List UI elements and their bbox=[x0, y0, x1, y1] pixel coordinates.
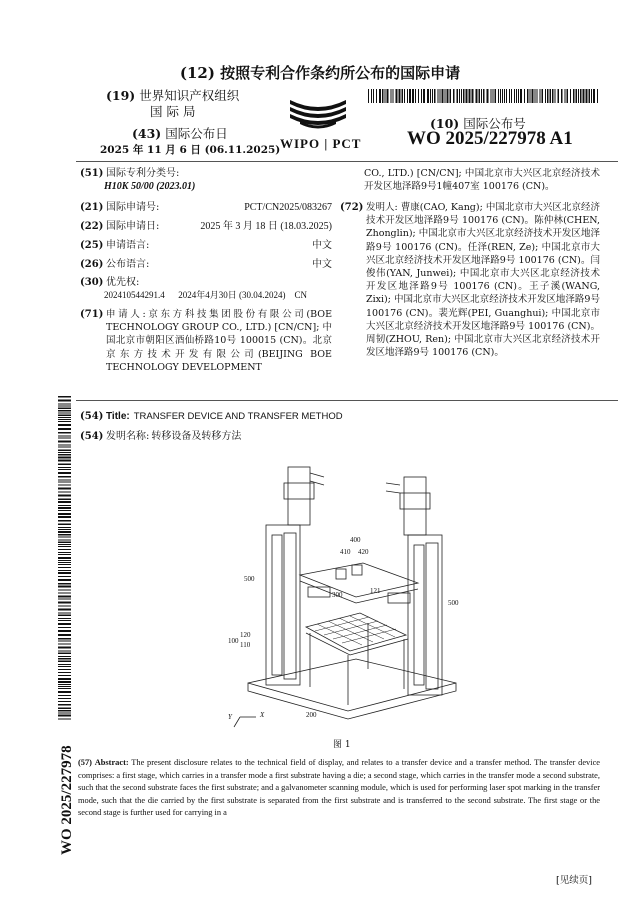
field-num: (22) bbox=[80, 221, 104, 232]
figure-caption: 图 1 bbox=[333, 740, 351, 750]
field-num: (30) bbox=[80, 277, 104, 288]
field-71 bbox=[80, 308, 332, 374]
field-label: 申请语言: bbox=[106, 240, 150, 251]
label-500-right: 500 bbox=[448, 599, 459, 607]
field-num: (51) bbox=[80, 168, 104, 179]
pub-date-label: 国际公布日 bbox=[165, 126, 228, 141]
label-100: 100 bbox=[228, 637, 239, 645]
field-26 bbox=[80, 258, 332, 271]
barcode-icon bbox=[368, 89, 600, 103]
field-num: (71) bbox=[80, 309, 104, 320]
wipo-emblem-icon bbox=[278, 94, 368, 134]
abstract bbox=[78, 757, 600, 820]
applicant-continued: CO., LTD.) [CN/CN]; 中国北京市大兴区北京经济技术开发区地泽路9号1幢407室 100176 (CN)。 bbox=[364, 168, 600, 193]
field-label: 优先权: bbox=[106, 277, 140, 288]
header-barcode bbox=[368, 88, 600, 102]
org-name: 世界知识产权组织 bbox=[139, 88, 240, 103]
abstract-label: Abstract: bbox=[94, 758, 129, 767]
field-label: 发明名称: bbox=[106, 431, 150, 442]
field-num: (21) bbox=[80, 202, 104, 213]
document-title: (12) 按照专利合作条约所公布的国际申请 bbox=[179, 64, 461, 82]
field-22 bbox=[80, 220, 332, 233]
field-30 bbox=[80, 276, 332, 289]
label-110: 110 bbox=[240, 641, 251, 649]
wipo-logo bbox=[278, 94, 368, 154]
field-25 bbox=[80, 239, 332, 252]
barcode-vertical-icon bbox=[58, 396, 71, 721]
field-num: (72) bbox=[340, 202, 364, 213]
field-label: 申请人: bbox=[106, 309, 146, 320]
abstract-text: The present disclosure relates to the technical field of display, and relates to a transfer device and a transfer method. The transfer device comprises: a first stage, which carries in a transfer mode a first substrate having a die; a second stage, which carries in the transfer mode a second substrate, such that the second substrate faces the first substrate; and a galvanometer scanning module, which is used for performing laser spot marking in the transfer mode, such that the die carried by the first substrate is separated from the first substrate and is transferred to the second substrate. The first stage or the second stage is further used for carrying in a bbox=[78, 758, 601, 817]
axis-y: Y bbox=[228, 713, 232, 721]
org-num: (19) bbox=[106, 88, 136, 103]
title-en-value: TRANSFER DEVICE AND TRANSFER METHOD bbox=[133, 411, 343, 422]
field-label: Title: bbox=[106, 411, 130, 422]
abstract-num: (57) bbox=[78, 758, 92, 767]
label-121: 121 bbox=[370, 587, 381, 595]
field-label: 国际专利分类号: bbox=[106, 168, 180, 179]
field-label: 国际申请号: bbox=[106, 202, 160, 213]
side-publication-number bbox=[55, 745, 73, 855]
field-21 bbox=[80, 201, 332, 214]
field-label: 国际申请日: bbox=[106, 221, 160, 232]
label-120: 120 bbox=[240, 631, 251, 639]
continued-marker: [见续页] bbox=[556, 875, 592, 886]
application-number: PCT/CN2025/083267 bbox=[244, 202, 332, 213]
field-label: 公布语言: bbox=[106, 259, 150, 270]
application-date: 2025 年 3 月 18 日 (18.03.2025) bbox=[200, 221, 332, 232]
applicant-value: 京东方科技集团股份有限公司(BOE TECHNOLOGY GROUP CO., LTD.) [CN/CN]; 中国北京市朝阳区酒仙桥路10号 100015 (CN)。北京京东方技术开发有限公司(BEIJING BOE TECHNOLOGY DEVELOPMENT bbox=[106, 309, 333, 373]
org-sub: 国 际 局 bbox=[150, 104, 196, 119]
side-text: WO 2025/227978 A1 bbox=[59, 745, 75, 855]
label-200: 200 bbox=[306, 711, 317, 719]
pub-date-num: (43) bbox=[132, 126, 162, 141]
transfer-device-drawing-icon bbox=[228, 455, 468, 730]
title-zh-row bbox=[80, 430, 241, 443]
pub-no-value: WO 2025/227978 A1 bbox=[407, 128, 573, 149]
logo-text: WIPO | PCT bbox=[280, 136, 362, 151]
title-en-row bbox=[80, 410, 343, 423]
side-barcode bbox=[58, 396, 71, 721]
pub-no-num: (10) bbox=[430, 116, 460, 131]
field-num: (25) bbox=[80, 240, 104, 251]
label-410: 410 bbox=[340, 548, 351, 556]
label-300: 300 bbox=[332, 591, 343, 599]
pub-date-heading bbox=[132, 124, 228, 142]
field-72 bbox=[340, 201, 600, 359]
ipc-value: H10K 50/00 (2023.01) bbox=[104, 181, 196, 192]
title-divider bbox=[76, 400, 618, 401]
label-500-left: 500 bbox=[244, 575, 255, 583]
label-420: 420 bbox=[358, 548, 369, 556]
patent-figure bbox=[228, 455, 468, 730]
field-num: (54) bbox=[80, 431, 104, 442]
axis-x: X bbox=[260, 711, 265, 719]
title-zh-value: 转移设备及转移方法 bbox=[151, 431, 242, 442]
left-column bbox=[80, 167, 332, 374]
inventors-value: 发明人: 曹康(CAO, Kang); 中国北京市大兴区北京经济技术开发区地泽路9号 100176 (CN)。陈仲林(CHEN, Zhonglin); 中国北京市大兴区北京经济技术开发区地泽路9号 100176 (CN)。任泽(REN, Ze); 中国北京市大兴区北京经济技术开发区地泽路9号 100176 (CN)。闫俊伟(YAN, Junwei); 中国北京市大兴区北京经济技术开发区地泽路9号 100176 (CN)。王子溪(WANG, Zixi); 中国北京市大兴区北京经济技术开发区地泽路9号 100176 (CN)。裴光辉(PEI, Guanghui); 中国北京市大兴区北京经济技术开发区地泽路9号 100176 (CN)。周韧(ZHOU, Ren); 中国北京市大兴区北京经济技术开发区地泽路9号 100176 (CN)。 bbox=[366, 202, 600, 359]
publication-language: 中文 bbox=[312, 259, 332, 270]
label-400: 400 bbox=[350, 536, 361, 544]
header-divider bbox=[76, 161, 618, 162]
field-51 bbox=[80, 167, 332, 180]
priority-data: 202410544291.4 2024年4月30日 (30.04.2024) CN bbox=[104, 290, 307, 300]
filing-language: 中文 bbox=[312, 240, 332, 251]
pub-no-label: 国际公布号 bbox=[463, 116, 526, 131]
field-num: (54) bbox=[80, 411, 104, 422]
field-num: (26) bbox=[80, 259, 104, 270]
pub-date-value: 2025 年 11 月 6 日 (06.11.2025) bbox=[100, 144, 281, 156]
